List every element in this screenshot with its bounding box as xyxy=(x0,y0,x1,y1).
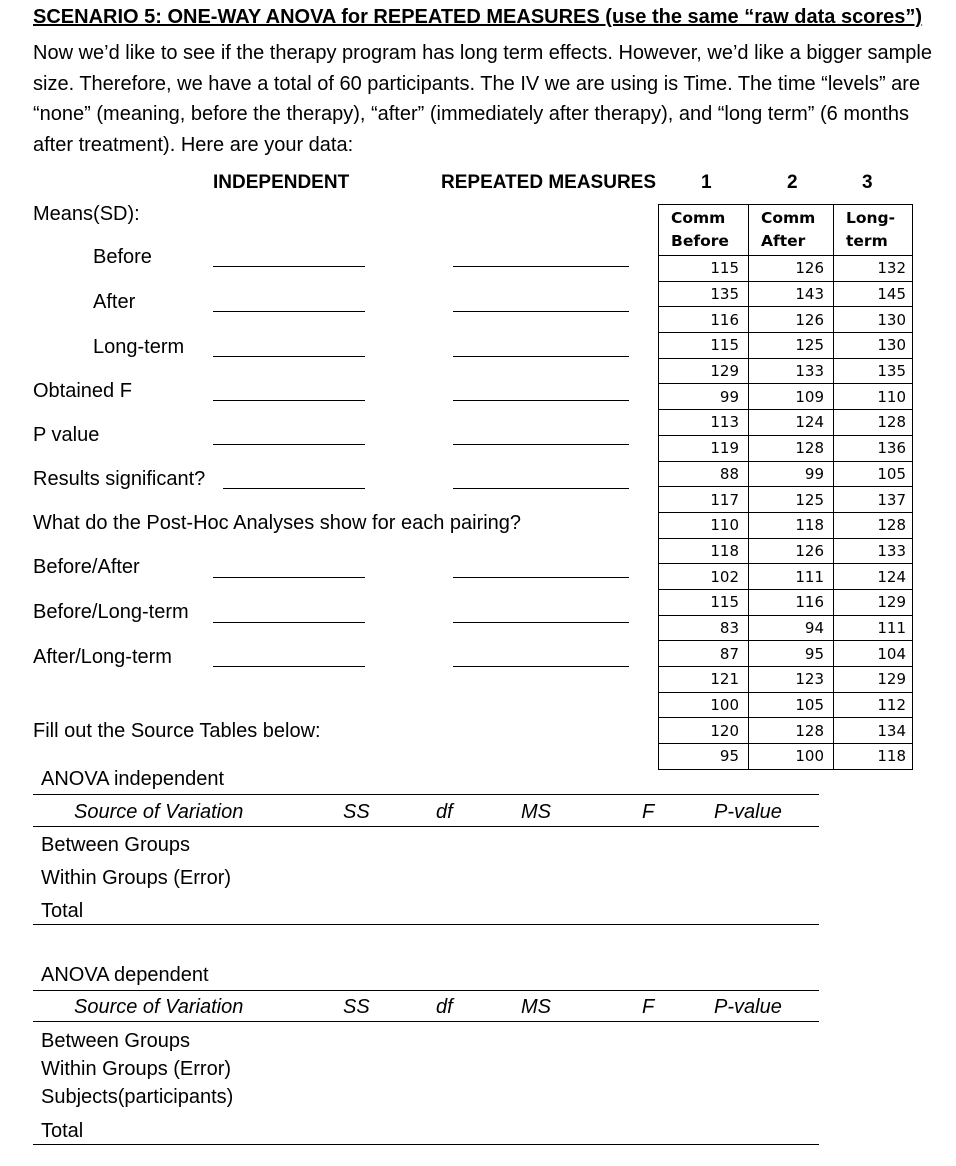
data-cell: 133 xyxy=(834,538,913,564)
answer-blank-after-long-repeated[interactable] xyxy=(453,666,629,667)
answer-blank-before-after-independent[interactable] xyxy=(213,577,365,578)
dep-row-subjects: Subjects(participants) xyxy=(41,1086,234,1108)
data-cell: 125 xyxy=(749,333,834,359)
data-cell: 109 xyxy=(749,384,834,410)
data-cell: 115 xyxy=(659,256,749,282)
data-cell: 125 xyxy=(749,487,834,513)
data-row xyxy=(659,564,913,590)
data-cell: 110 xyxy=(659,512,749,538)
data-row xyxy=(659,281,913,307)
data-cell: 126 xyxy=(749,307,834,333)
data-cell: 99 xyxy=(659,384,749,410)
anova-dependent-title: ANOVA dependent xyxy=(41,964,209,986)
data-row xyxy=(659,667,913,693)
ind-col-df: df xyxy=(436,801,453,823)
data-cell: 128 xyxy=(834,512,913,538)
data-cell: 130 xyxy=(834,307,913,333)
dep-row-total: Total xyxy=(41,1120,84,1142)
data-cell: 133 xyxy=(749,358,834,384)
data-cell: 124 xyxy=(834,564,913,590)
data-cell: 111 xyxy=(749,564,834,590)
data-cell: 116 xyxy=(749,589,834,615)
data-cell: 143 xyxy=(749,281,834,307)
ind-col-f: F xyxy=(642,801,655,823)
data-cell: 99 xyxy=(749,461,834,487)
data-cell: 123 xyxy=(749,667,834,693)
data-cell: 95 xyxy=(659,744,749,770)
data-row xyxy=(659,307,913,333)
dep-row-within: Within Groups (Error) xyxy=(41,1058,232,1080)
data-cell: 118 xyxy=(659,538,749,564)
column-number-2: 2 xyxy=(787,172,798,193)
answer-blank-long-term-repeated[interactable] xyxy=(453,356,629,357)
data-cell: 120 xyxy=(659,718,749,744)
header-comm-after: Comm After xyxy=(749,205,834,256)
data-cell: 119 xyxy=(659,435,749,461)
ind-col-p-value: P-value xyxy=(714,801,782,823)
answer-blank-after-long-independent[interactable] xyxy=(213,666,365,667)
dep-col-ms: MS xyxy=(521,996,551,1018)
data-row xyxy=(659,718,913,744)
p-value-label: P value xyxy=(33,424,100,446)
data-cell: 111 xyxy=(834,615,913,641)
ind-row-total: Total xyxy=(41,900,84,922)
dep-col-source: Source of Variation xyxy=(74,996,244,1018)
data-cell: 118 xyxy=(834,744,913,770)
data-cell: 128 xyxy=(749,718,834,744)
dep-row-between: Between Groups xyxy=(41,1030,190,1052)
data-cell: 115 xyxy=(659,333,749,359)
data-cell: 124 xyxy=(749,410,834,436)
means-sd-label: Means(SD): xyxy=(33,203,140,225)
data-row xyxy=(659,435,913,461)
scenario-title: SCENARIO 5: ONE-WAY ANOVA for REPEATED MEASURES (use the same “raw data scores”) xyxy=(33,6,923,28)
data-table-body xyxy=(659,256,913,770)
raw-data-table xyxy=(658,204,913,770)
ind-col-ms: MS xyxy=(521,801,551,823)
answer-blank-f-repeated[interactable] xyxy=(453,400,629,401)
data-cell: 137 xyxy=(834,487,913,513)
data-cell: 87 xyxy=(659,641,749,667)
data-cell: 126 xyxy=(749,256,834,282)
before-after-label: Before/After xyxy=(33,556,140,578)
answer-blank-significant-independent[interactable] xyxy=(223,488,365,489)
data-row xyxy=(659,641,913,667)
data-cell: 102 xyxy=(659,564,749,590)
dep-col-df: df xyxy=(436,996,453,1018)
answer-blank-after-repeated[interactable] xyxy=(453,311,629,312)
data-cell: 95 xyxy=(749,641,834,667)
data-cell: 121 xyxy=(659,667,749,693)
data-row xyxy=(659,487,913,513)
answer-blank-before-long-independent[interactable] xyxy=(213,622,365,623)
data-row xyxy=(659,384,913,410)
data-cell: 145 xyxy=(834,281,913,307)
answer-blank-before-independent[interactable] xyxy=(213,266,365,267)
intro-paragraph: Now we’d like to see if the therapy program has long term effects. However, we’d like a bigger sample size. Therefore, we have a total of 60 participants. The IV we are using is Time. The time “levels” are “none” (meaning, before the therapy), “after” (immediately after therapy), and “long term” (6 months after treatment). Here are your data: xyxy=(33,42,932,156)
ind-col-ss: SS xyxy=(343,801,370,823)
data-row xyxy=(659,256,913,282)
dep-col-f: F xyxy=(642,996,655,1018)
anova-dependent-top-rule xyxy=(33,990,819,991)
data-cell: 105 xyxy=(749,692,834,718)
data-cell: 100 xyxy=(659,692,749,718)
data-cell: 116 xyxy=(659,307,749,333)
data-cell: 128 xyxy=(834,410,913,436)
data-cell: 128 xyxy=(749,435,834,461)
data-cell: 115 xyxy=(659,589,749,615)
fill-out-instruction: Fill out the Source Tables below: xyxy=(33,720,321,742)
independent-header: INDEPENDENT xyxy=(213,172,350,193)
answer-blank-p-repeated[interactable] xyxy=(453,444,629,445)
answer-blank-after-independent[interactable] xyxy=(213,311,365,312)
dep-col-p-value: P-value xyxy=(714,996,782,1018)
data-cell: 118 xyxy=(749,512,834,538)
ind-row-between: Between Groups xyxy=(41,834,190,856)
answer-blank-before-repeated[interactable] xyxy=(453,266,629,267)
data-cell: 112 xyxy=(834,692,913,718)
anova-dependent-header-rule xyxy=(33,1021,819,1022)
obtained-f-label: Obtained F xyxy=(33,380,132,402)
ind-row-within: Within Groups (Error) xyxy=(41,867,232,889)
data-cell: 130 xyxy=(834,333,913,359)
data-cell: 129 xyxy=(834,667,913,693)
answer-blank-long-term-independent[interactable] xyxy=(213,356,365,357)
data-row xyxy=(659,615,913,641)
data-row xyxy=(659,589,913,615)
data-cell: 104 xyxy=(834,641,913,667)
data-cell: 136 xyxy=(834,435,913,461)
data-cell: 83 xyxy=(659,615,749,641)
data-cell: 110 xyxy=(834,384,913,410)
data-row xyxy=(659,744,913,770)
data-row xyxy=(659,692,913,718)
data-row xyxy=(659,512,913,538)
after-label: After xyxy=(93,291,136,313)
anova-dependent-bottom-rule xyxy=(33,1144,819,1145)
data-cell: 126 xyxy=(749,538,834,564)
header-long-term: Long- term xyxy=(834,205,913,256)
data-cell: 94 xyxy=(749,615,834,641)
data-cell: 113 xyxy=(659,410,749,436)
data-cell: 129 xyxy=(834,589,913,615)
header-comm-before: Comm Before xyxy=(659,205,749,256)
data-cell: 100 xyxy=(749,744,834,770)
data-cell: 88 xyxy=(659,461,749,487)
data-row xyxy=(659,538,913,564)
data-row xyxy=(659,333,913,359)
dep-col-ss: SS xyxy=(343,996,370,1018)
answer-blank-f-independent[interactable] xyxy=(213,400,365,401)
anova-independent-top-rule xyxy=(33,794,819,795)
data-cell: 117 xyxy=(659,487,749,513)
data-cell: 135 xyxy=(834,358,913,384)
column-number-1: 1 xyxy=(701,172,712,193)
answer-blank-significant-repeated[interactable] xyxy=(453,488,629,489)
anova-independent-bottom-rule xyxy=(33,924,819,925)
data-cell: 105 xyxy=(834,461,913,487)
after-long-term-label: After/Long-term xyxy=(33,646,172,668)
data-row xyxy=(659,461,913,487)
significant-label: Results significant? xyxy=(33,468,206,490)
posthoc-question: What do the Post-Hoc Analyses show for each pairing? xyxy=(33,512,522,534)
repeated-measures-header: REPEATED MEASURES xyxy=(441,172,657,193)
data-cell: 129 xyxy=(659,358,749,384)
ind-col-source: Source of Variation xyxy=(74,801,244,823)
answer-blank-before-long-repeated[interactable] xyxy=(453,622,629,623)
data-cell: 135 xyxy=(659,281,749,307)
data-row xyxy=(659,410,913,436)
data-table-header-row xyxy=(659,205,913,256)
long-term-label: Long-term xyxy=(93,336,185,358)
before-label: Before xyxy=(93,246,152,268)
data-cell: 132 xyxy=(834,256,913,282)
column-number-3: 3 xyxy=(862,172,873,193)
anova-independent-title: ANOVA independent xyxy=(41,768,225,790)
anova-independent-header-rule xyxy=(33,826,819,827)
answer-blank-before-after-repeated[interactable] xyxy=(453,577,629,578)
data-cell: 134 xyxy=(834,718,913,744)
before-long-term-label: Before/Long-term xyxy=(33,601,189,623)
answer-blank-p-independent[interactable] xyxy=(213,444,365,445)
data-row xyxy=(659,358,913,384)
